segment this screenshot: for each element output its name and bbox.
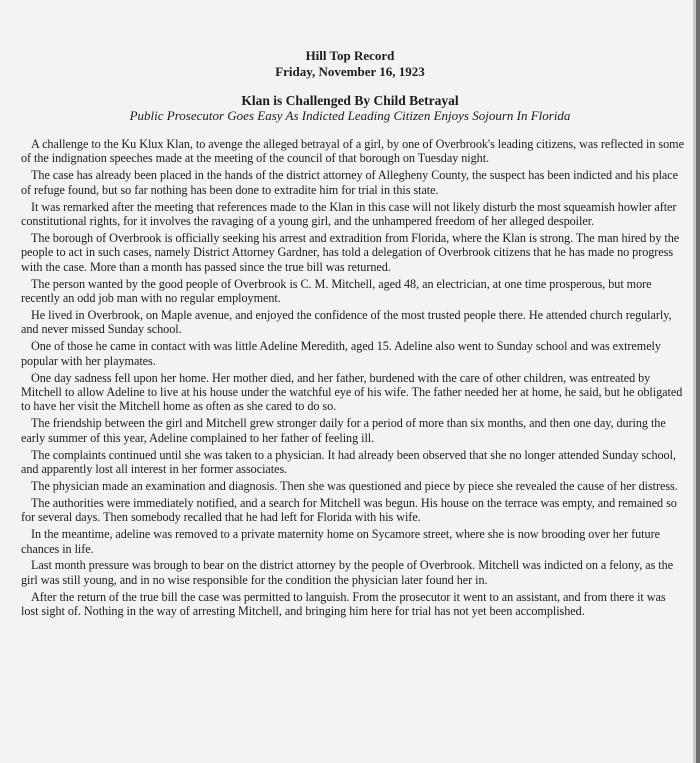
article-subheadline: Public Prosecutor Goes Easy As Indicted Leading Citizen Enjoys Sojourn In Florida xyxy=(129,108,571,123)
article-paragraph: After the return of the true bill the case was permitted to languish. From the prosecutor it went to an assistant, and from there it was lost sight of. Nothing in the way of arresting Mitchell, and bringing him here for trial has not yet been accomplished. xyxy=(21,589,666,619)
article-paragraph: The physician made an examination and diagnosis. Then she was questioned and piece by piece she revealed the cause of her distress. xyxy=(31,478,678,493)
article-paragraph: He lived in Overbrook, on Maple avenue, and enjoyed the confidence of the most trusted people there. He attended church regularly, and never missed Sunday school. xyxy=(21,307,672,337)
article-paragraph: The authorities were immediately notified, and a search for Mitchell was begun. His house on the terrace was empty, and remained so for several days. Then somebody recalled that he had left for Florida with his wife. xyxy=(21,495,677,525)
article-body xyxy=(21,137,685,621)
article-paragraph: Last month pressure was brough to bear on the district attorney by the people of Overbrook. Mitchell was indicted on a felony, as the girl was still young, and in no wise responsible for the condition the physician later found her in. xyxy=(21,558,674,587)
publication-date: Friday, November 16, 1923 xyxy=(275,64,425,79)
article-paragraph: It was remarked after the meeting that references made to the Klan in this case will not likely disturb the most squeamish howler after constitutional rights, for it involves the ravaging of a young girl, and the unhampered freedom of her alleged despoiler. xyxy=(21,199,677,229)
article-paragraph: The borough of Overbrook is officially seeking his arrest and extradition from Florida, where the Klan is strong. The man hired by the people to act in such cases, namely District Attorney Gardner, has told a delegation of Overbrook citizens that he has made no progress with the case. More than a month has passed since the true bill was returned. xyxy=(21,230,680,274)
article-paragraph: The person wanted by the good people of Overbrook is C. M. Mitchell, aged 48, an electrician, at one time prosperous, but more recently an odd job man with no regular employment. xyxy=(21,276,652,306)
article-paragraph: The case has already been placed in the hands of the district attorney of Allegheny County, the suspect has been indicted and his place of refuge found, but so far nothing has been done to extradite him for trial in this state. xyxy=(21,168,678,197)
article-paragraph: One of those he came in contact with was little Adeline Meredith, aged 15. Adeline also went to Sunday school and was extremely popular with her playmates. xyxy=(21,339,661,368)
article-paragraph: The friendship between the girl and Mitchell grew stronger daily for a period of more than six months, and then one day, during the early summer of this year, Adeline complained to her father of feeling ill. xyxy=(21,416,666,445)
article-paragraph: One day sadness fell upon her home. Her mother died, and her father, burdened with the care of other children, was entreated by Mitchell to allow Adeline to live at his house under the watchful eye of his wife. The father needed her at home, he said, but he obligated to have her visit the Mitchell home as often as she cared to do so. xyxy=(21,370,683,414)
article-headline: Klan is Challenged By Child Betrayal xyxy=(241,93,459,108)
article-paragraph: A challenge to the Ku Klux Klan, to avenge the alleged betrayal of a girl, by one of Overbrook's leading citizens, was reflected in some of the indignation speeches made at the meeting of the council of that borough on Tuesday night. xyxy=(21,137,684,166)
article-paragraph: In the meantime, adeline was removed to a private maternity home on Sycamore street, where she is now brooding over her future chances in life. xyxy=(21,527,660,556)
article-paragraph: The complaints continued until she was taken to a physician. It had already been observed that she no longer attended Sunday school, and apparently lost all interest in her former associates. xyxy=(21,447,676,477)
newspaper-name: Hill Top Record xyxy=(305,48,395,63)
